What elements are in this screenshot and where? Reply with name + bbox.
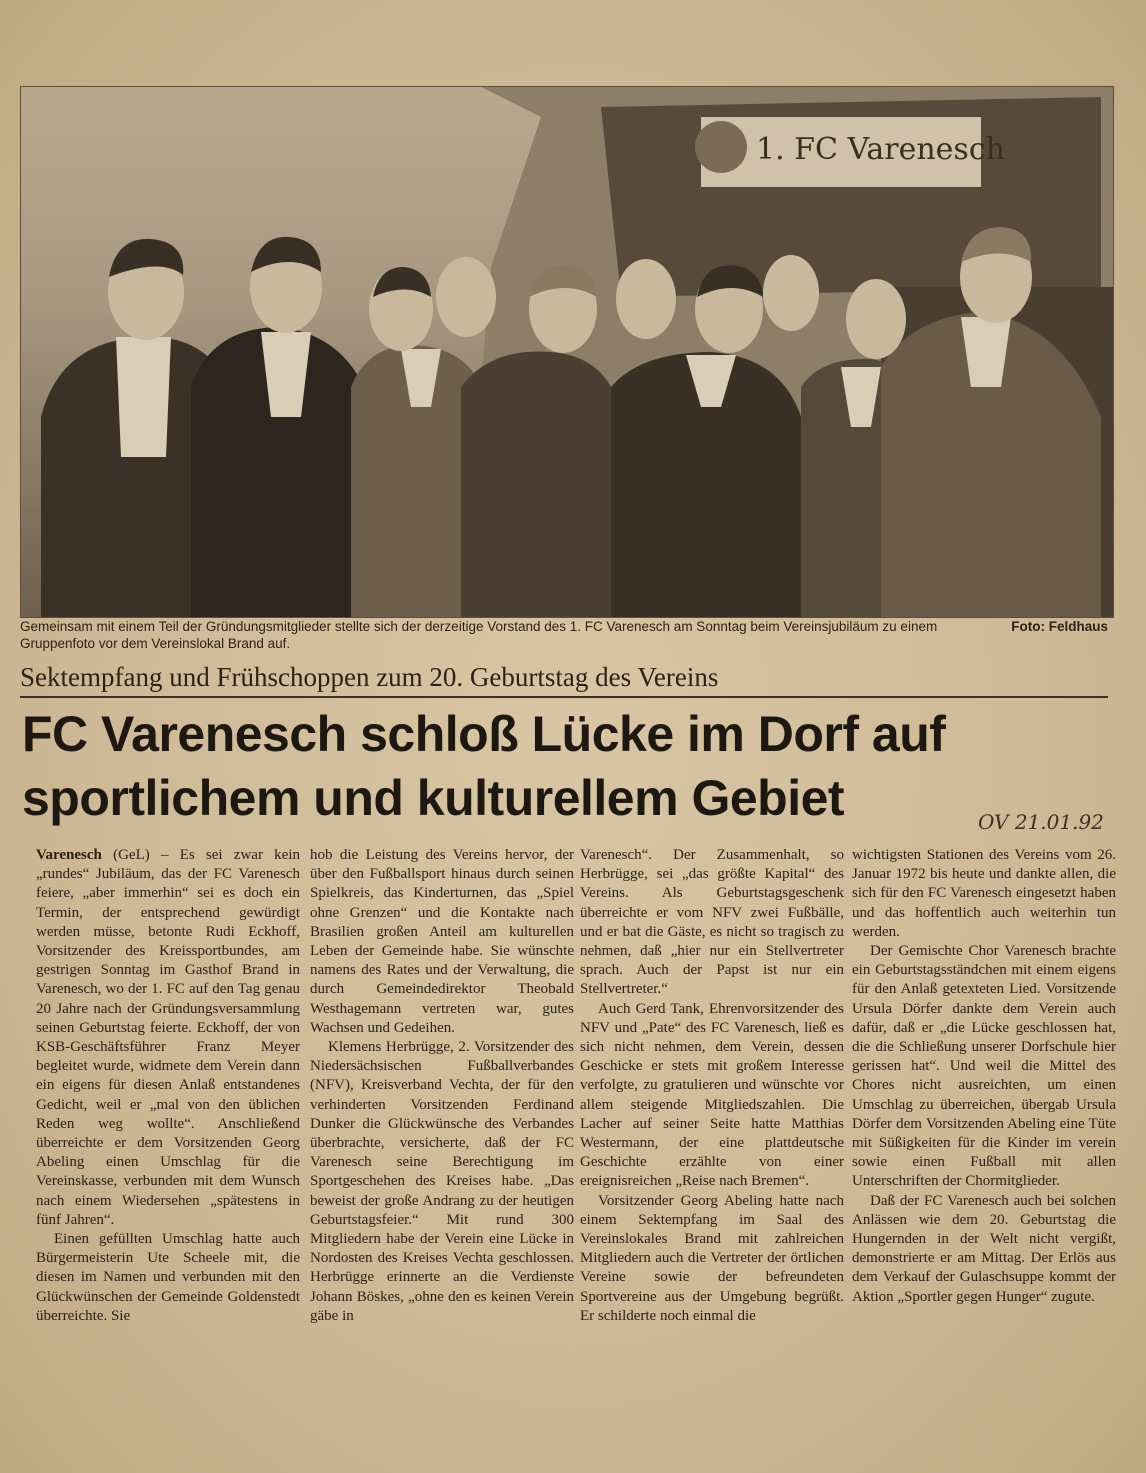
article-paragraph: Daß der FC Varenesch auch bei solchen Anlässen wie dem 20. Geburtstag die Hungernden in der Welt nicht vergißt, demonstrierte er am Mittag. Der Erlös aus dem Verkauf der Gulaschsuppe kommt der Aktion „Sportler gegen Hunger“ zugute. bbox=[852, 1192, 1116, 1305]
dateline: Varenesch bbox=[36, 847, 102, 863]
article-body bbox=[20, 846, 1116, 1466]
photo-credit: Foto: Feldhaus bbox=[1011, 619, 1108, 634]
main-headline bbox=[22, 702, 1112, 830]
article-paragraph: Einen gefüllten Umschlag hatte auch Bürgermeisterin Ute Scheele mit, die diesen im Namen und verbunden mit den Glückwünschen der Gemeinde Goldenstedt überreichte. Sie bbox=[36, 1231, 300, 1324]
group-photo-illustration bbox=[21, 87, 1113, 617]
banner-text: 1. FC Varenesch bbox=[756, 132, 1005, 167]
headline-line-1: FC Varenesch schloß Lücke im Dorf auf bbox=[22, 706, 946, 762]
handwritten-date: OV 21.01.92 bbox=[978, 810, 1104, 834]
article-paragraph: Auch Gerd Tank, Ehrenvorsitzender des NFV und „Pate“ des FC Varenesch, ließ es sich nicht nehmen, dem Verein, dessen Geschicke er stets mit großem Interesse verfolgte, zu gratulieren und wünschte vor allem steigende Mitgliedszahlen. Die Lacher auf seiner Seite hatte Matthias Westermann, der eine plattdeutsche Geschichte erzählte von einer ereignisreichen „Reise nach Bremen“. bbox=[580, 1000, 844, 1190]
article-paragraph: Klemens Herbrügge, 2. Vorsitzender des Niedersächsischen Fußballverbandes (NFV), Kreisverband Vechta, der für den verhinderten Vorsitzenden Ferdinand Dunker die Glückwünsche des Verbandes überbrachte, versicherte, daß der FC Varenesch seine Berechtigung im Sportgeschehen des Kreises habe. „Das beweist der große Andrang zu der heutigen Geburtstagsfeier.“ Mit rund 300 Mitgliedern habe der Verein eine Lücke in Nordosten des Kreises Vechta geschlossen. Herbrügge erinnerte an die Verdienste Johann Böskes, „ohne den es keinen Verein gäbe in bbox=[310, 1039, 574, 1324]
headline-line-2: sportlichem und kulturellem Gebiet bbox=[22, 770, 845, 826]
article-paragraph: Der Gemischte Chor Varenesch brachte ein Geburtstagsständchen mit einem eigens für den Anlaß getexteten Lied. Vorsitzende Ursula Dörfer dankte dem Verein auch dafür, daß er „die Lücke geschlossen hat, die die Schließung unserer Dorfschule hier gerissen hat“. Und weil die Mittel des Chores nicht ausreichten, um einen Umschlag zu überreichen, übergab Ursula Dörfer dem Vorsitzenden Abeling eine Tüte mit Süßigkeiten für die Kinder im verein sowie einen Fußball mit allen Unterschriften der Chormitglieder. bbox=[852, 943, 1116, 1190]
article-paragraph bbox=[36, 846, 300, 1230]
article-paragraph: wichtigsten Stationen des Vereins vom 26. Januar 1972 bis heute und dankte allen, die sich für den FC Varenesch eingesetzt haben und das hoffentlich auch weiterhin tun werden. bbox=[852, 847, 1116, 940]
kicker-headline: Sektempfang und Frühschoppen zum 20. Geburtstag des Vereins bbox=[20, 660, 1108, 698]
article-column-4 bbox=[852, 846, 1116, 1466]
paragraph-text: – Es sei zwar kein „rundes“ Jubiläum, das der FC Varenesch feiere, „aber immerhin“ sei es doch ein Termin, der entsprechend gewürdigt werden müsse, betonte Rudi Eckhoff, Vorsitzender des Kreissportbundes, am gestrigen Sonntag im Gasthof Brand in Varenesch, wo der 1. FC auf den Tag genau 20 Jahre nach der Gründungsversammlung seinen Geburtstag feierte. Eckhoff, der von KSB-Geschäftsführer Franz Meyer begleitet wurde, widmete dem Verein dann ein eigens für diesen Anlaß entstandenes Gedicht, weil er „mal von den üblichen Reden weg wollte“. Anschließend überreichte er dem Vorsitzenden Georg Abeling einen Umschlag für die Vereinskasse, verbunden mit dem Wunsch nach einem Wiedersehen „spätestens in fünf Jahren“. bbox=[36, 847, 300, 1228]
photo-caption bbox=[20, 618, 1108, 652]
group-photo bbox=[20, 86, 1114, 618]
author-tag: (GeL) bbox=[113, 847, 150, 863]
caption-text: Gemeinsam mit einem Teil der Gründungsmitglieder stellte sich der derzeitige Vorstand des 1. FC Varenesch am Sonntag beim Vereinsjubiläum zu einem Gruppenfoto vor dem Vereinslokal Brand auf. bbox=[20, 619, 938, 651]
article-column-1 bbox=[36, 846, 300, 1466]
article-paragraph: hob die Leistung des Vereins hervor, der über den Fußballsport hinaus durch seinen Spielkreis, das Kinderturnen, das „Spiel ohne Grenzen“ und die Kontakte nach Brasilien großen Anteil am kulturellen Leben der Gemeinde habe. Sie wünschte namens des Rates und der Verwaltung, die durch Gemeindedirektor Theobald Westhagemann vertreten war, gutes Wachsen und Gedeihen. bbox=[310, 847, 574, 1036]
article-paragraph: Varenesch“. Der Zusammenhalt, so Herbrügge, sei „das größte Kapital“ des Vereins. Als Geburtstagsgeschenk überreichte er vom NFV zwei Fußbälle, und er bat die Gäste, es nicht so tragisch zu nehmen, daß „hier nur ein Stellvertreter sprach. Auch der Papst ist nur ein Stellvertreter.“ bbox=[580, 847, 844, 998]
article-column-2 bbox=[310, 846, 574, 1466]
article-paragraph: Vorsitzender Georg Abeling hatte nach einem Sektempfang im Saal des Vereinslokales Brand mit zahlreichen Mitgliedern auch die Vertreter der örtlichen Vereine sowie der befreundeten Sportvereine aus der Umgebung begrüßt. Er schilderte noch einmal die bbox=[580, 1192, 844, 1324]
article-column-3 bbox=[580, 846, 844, 1466]
